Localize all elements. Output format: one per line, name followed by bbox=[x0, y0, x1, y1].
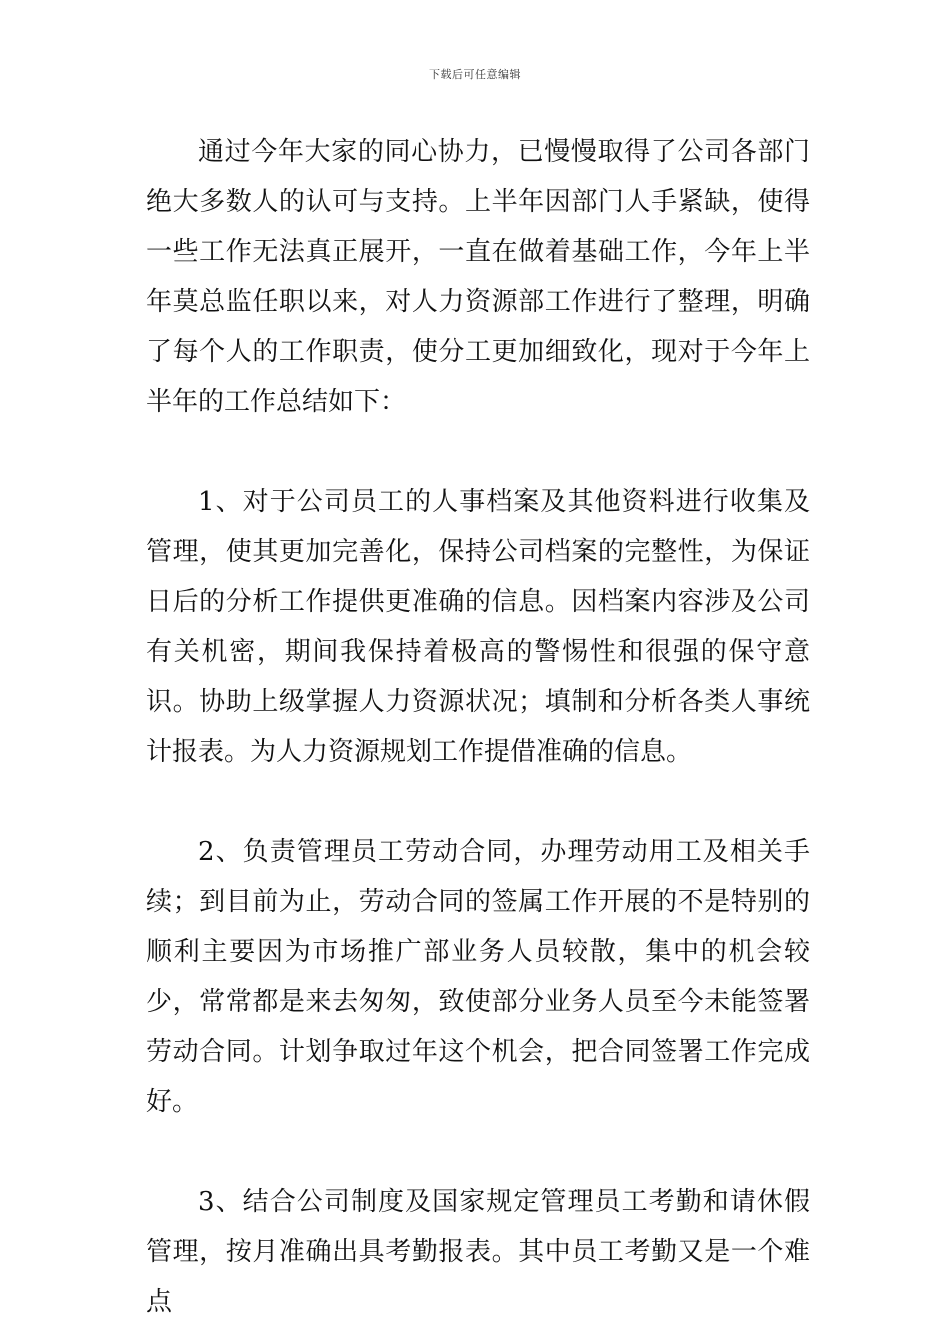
paragraph-item-1: 1、对于公司员工的人事档案及其他资料进行收集及管理，使其更加完善化，保持公司档案的完整性，为保证日后的分析工作提供更准确的信息。因档案内容涉及公司有关机密，期间我保持着极高的警惕性和很强的保守意识。协助上级掌握人力资源状况；填制和分析各类人事统计报表。为人力资源规划工作提借准确的信息。 bbox=[146, 487, 810, 767]
paragraph-item-3: 3、结合公司制度及国家规定管理员工考勤和请休假管理，按月准确出具考勤报表。其中员工考勤又是一个难点 bbox=[146, 1187, 810, 1317]
document-body bbox=[146, 127, 810, 1327]
header-note: 下载后可任意编辑 bbox=[429, 68, 521, 81]
paragraph-item-2: 2、负责管理员工劳动合同，办理劳动用工及相关手续；到目前为止，劳动合同的签属工作开展的不是特别的顺利主要因为市场推广部业务人员较散，集中的机会较少，常常都是来去匆匆，致使部分业务人员至今未能签署劳动合同。计划争取过年这个机会，把合同签署工作完成好。 bbox=[146, 837, 810, 1117]
paragraph-intro: 通过今年大家的同心协力，已慢慢取得了公司各部门绝大多数人的认可与支持。上半年因部门人手紧缺，使得一些工作无法真正展开，一直在做着基础工作，今年上半年莫总监任职以来，对人力资源部工作进行了整理，明确了每个人的工作职责，使分工更加细致化，现对于今年上半年的工作总结如下： bbox=[146, 137, 810, 417]
